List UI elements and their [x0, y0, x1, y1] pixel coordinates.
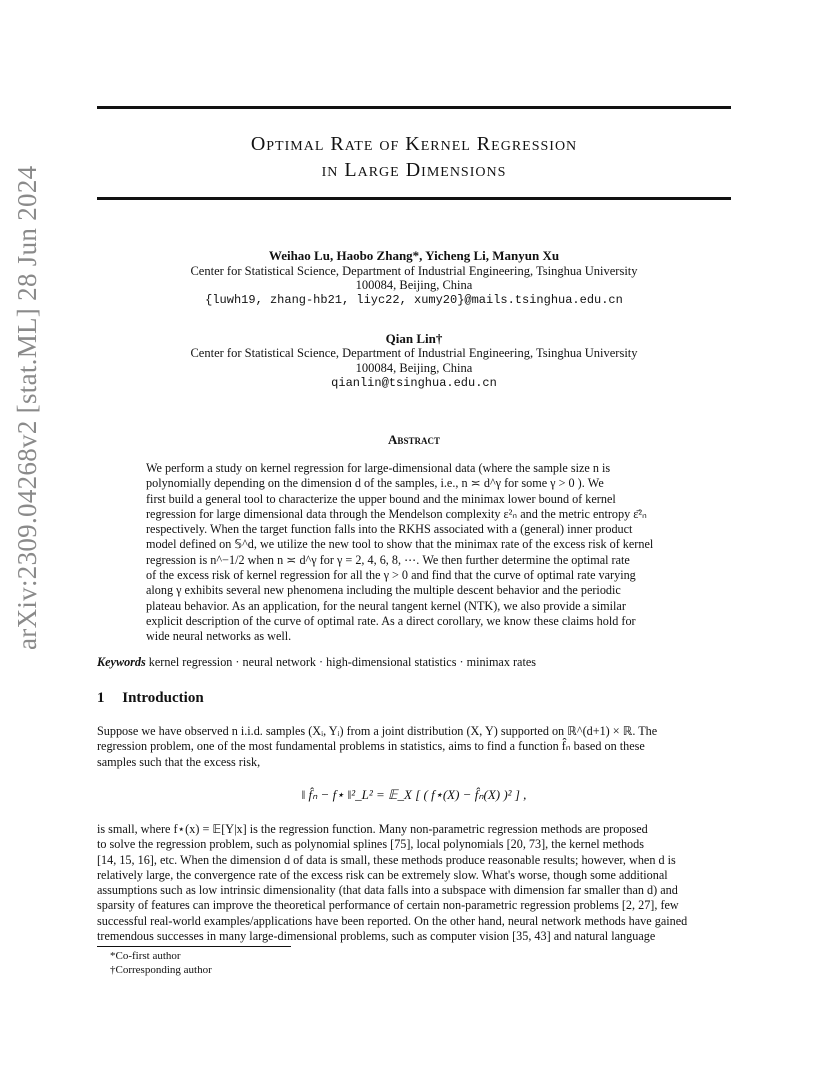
body-line: to solve the regression problem, such as polynomial splines [75], local polynomials [20, 73], the kernel methods — [97, 837, 644, 852]
abstract-line: plateau behavior. As an application, for the neural tangent kernel (NTK), we also provide a similar — [146, 598, 626, 613]
abstract-line: respectively. When the target function falls into the RKHS associated with a (general) inner product — [146, 522, 633, 537]
author-names-1: Weihao Lu, Haobo Zhang*, Yicheng Li, Manyun Xu — [268, 248, 560, 263]
footnote-co-first-author: *Co-first author — [110, 950, 181, 962]
title-bottom-rule — [97, 197, 731, 200]
abstract-body — [146, 461, 682, 645]
arxiv-side-stamp: arXiv:2309.04268v2 [stat.ML] 28 Jun 2024 — [12, 165, 42, 650]
body-line: is small, where f⋆(x) = 𝔼[Y|x] is the regression function. Many non-parametric regression methods are proposed — [97, 822, 648, 836]
author-names-2: Qian Lin† — [385, 331, 443, 346]
body-line: [14, 15, 16], etc. When the dimension d of data is small, these methods produce reasonable results; however, when d is — [97, 852, 676, 867]
abstract-line: of the excess risk of kernel regression for all the γ > 0 and find that the curve of optimal rate varying — [146, 568, 636, 583]
affiliation-2: Center for Statistical Science, Department of Industrial Engineering, Tsinghua University — [190, 346, 638, 360]
title-top-rule — [97, 106, 731, 109]
abstract-line: wide neural networks as well. — [146, 629, 292, 644]
abstract-line: polynomially depending on the dimension d of the samples, i.e., n ≍ d^γ for some γ > 0 ). We — [146, 476, 604, 491]
intro-paragraph-1 — [97, 724, 731, 770]
affiliation-1: Center for Statistical Science, Department of Industrial Engineering, Tsinghua University — [190, 264, 638, 278]
address-2: 100084, Beijing, China — [355, 361, 473, 375]
section-heading — [97, 690, 204, 707]
section-number: 1 — [97, 690, 105, 706]
paper-title-line-1: Optimal Rate of Kernel Regression — [250, 133, 578, 155]
address-1: 100084, Beijing, China — [355, 278, 473, 292]
abstract-line: regression for large dimensional data through the Mendelson complexity ε²ₙ and the metric entropy ε̄²ₙ — [146, 506, 647, 521]
abstract-line: first build a general tool to characterize the upper bound and the minimax lower bound of kernel — [146, 491, 616, 506]
email-1: {luwh19, zhang-hb21, liyc22, xumy20}@mails.tsinghua.edu.cn — [205, 293, 623, 307]
body-line: samples such that the excess risk, — [97, 754, 261, 769]
intro-paragraph-2 — [97, 822, 731, 944]
body-line: regression problem, one of the most fundamental problems in statistics, aims to find a function f̂ₙ based on these — [97, 739, 645, 754]
keywords-text: kernel regression · neural network · high-dimensional statistics · minimax rates — [148, 655, 536, 669]
footnote-rule — [97, 946, 291, 947]
body-line: sparsity of features can improve the theoretical performance of certain non-parametric regression problems [2, 27], few — [97, 898, 679, 913]
body-line: relatively large, the convergence rate of the excess risk can be extremely slow. What's worse, though some additional — [97, 867, 668, 882]
keywords-label: Keywords — [97, 655, 146, 669]
body-line: successful real-world examples/applications have been reported. On the other hand, neural network methods have gained — [97, 913, 688, 928]
body-line: assumptions such as low intrinsic dimensionality (that data falls into a subspace with dimension far smaller than d) and — [97, 883, 678, 898]
abstract-line: We perform a study on kernel regression for large-dimensional data (where the sample size n is — [146, 461, 611, 475]
body-line: Suppose we have observed n i.i.d. samples (Xᵢ, Yᵢ) from a joint distribution (X, Y) supported on ℝ^(d+1) × ℝ. The — [97, 724, 658, 738]
abstract-line: along γ exhibits several new phenomena including the multiple descent behavior and the periodic — [146, 583, 621, 598]
abstract-line: explicit description of the curve of optimal rate. As a direct corollary, we know these claims hold for — [146, 613, 636, 628]
section-title: Introduction — [122, 690, 204, 706]
keywords — [97, 655, 536, 670]
body-line: tremendous successes in many large-dimensional problems, such as computer vision [35, 43] and natural language — [97, 929, 656, 944]
excess-risk-equation: ‖ f̂ₙ − f⋆ ‖²_L² = 𝔼_X [ ( f⋆(X) − f̂ₙ(X) )² ] , — [301, 787, 527, 802]
email-2: qianlin@tsinghua.edu.cn — [331, 376, 497, 390]
abstract-line: regression is n^−1/2 when n ≍ d^γ for γ = 2, 4, 6, 8, ⋯. We then further determine the optimal rate — [146, 552, 630, 567]
footnote-corresponding-author: †Corresponding author — [110, 964, 212, 976]
abstract-heading: Abstract — [388, 432, 440, 447]
paper-title-line-2: in Large Dimensions — [321, 159, 507, 181]
abstract-line: model defined on 𝕊^d, we utilize the new tool to show that the minimax rate of the excess risk of kernel — [146, 537, 654, 552]
